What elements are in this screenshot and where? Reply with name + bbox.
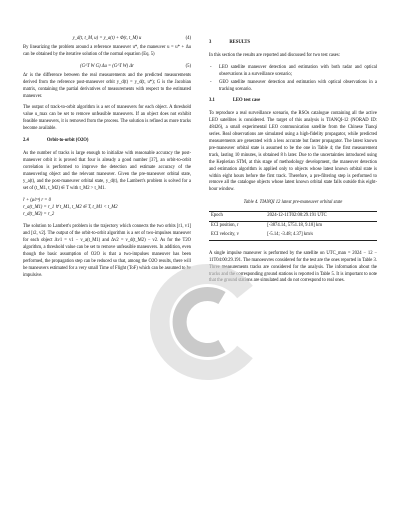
table-cell: ECI position, r: [209, 222, 265, 231]
paragraph-results-intro: In this section the results are reported and discussed for two test cases:: [209, 52, 340, 58]
list-item: - GEO satellite maneuver detection and estimation with optical observations in a tracking scenario.: [219, 80, 377, 94]
table-cell: 2024-12-11T02:00:29.191 UTC: [265, 212, 377, 222]
section-heading-results: [209, 40, 377, 47]
section-title: LEO test case: [232, 98, 261, 104]
paragraph-lambert-solution: The solution to Lambert's problem is the trajectory which connects the two orbits [r1, v1] and [r2, v2]. The output of the orbit-to-orbit algorithm is a set of two-impulses maneuver for each object Δv1 = v1 − v_a(t_M1) and Δv2 = v_d(t_M2) − v2. As for the T2O algorithm, a threshold value can be set to remove unfeasible maneuvers. In addition, even though the basic assumption of O2O is that a two-impulses maneuver has been performed, the propagation step can be reduced so that, among the O2O results, there will be maneuvers estimated for a very small Time of Flight (ToF) which can be assumed to be impulsive.: [23, 224, 191, 278]
section-number: 3: [209, 40, 212, 45]
paragraph-t2o-output: The output of track-to-orbit algorithm is a set of maneuvers for each object. A threshold value u_max can be set to remove unfeasible maneuvers. If an object does not exhibit feasible maneuvers, it is removed from the process. The solution is refined as more tracks become available.: [23, 105, 191, 132]
list-item: - LEO satellite maneuver detection and estimation with both radar and optical observations in a surveillance scenario;: [219, 65, 377, 79]
lambert-equation-2: r_a(t_M1) = r_1 ∀ t_M1, t_M2 ∈ T, t_M1 < t_M2: [23, 205, 118, 211]
equation-4-number: (4): [185, 36, 191, 41]
paragraph-maneuver-info: A single impulse maneuver is performed by the satellite on UTC_man = 2024 − 12 − 11T04:00:29.191. The manoeuvres considered for the test are the ones reported in Table 3. Three measurements tracks are considered for the analysis. The information about the tracks and the corresponding ground stations is reported in Table 5. It is important to note that the ground stations are simulated and do not correspond to real ones.: [209, 250, 377, 284]
equation-5-text: (G^T W G) Δu = (G^T W) Δr: [80, 63, 134, 69]
table-row: [209, 231, 377, 240]
left-column: [23, 36, 191, 285]
equation-5: [23, 64, 191, 73]
equation-4-text: y_d(t, t_M, u) = y_a(t) + Φ(t, t_M) u: [72, 36, 142, 41]
section-number: 2.4: [23, 138, 29, 144]
paragraph-leo-scenario: To reproduce a real surveillance scenario, the RSOs catalogue containing all the active LEO satellites is considered. The target of this analysis is TIANQI-12 (NORAD ID: 48426), a small experimental LEO communication satellite from the Chinese Tianqi series. Real observations are simulated using a high-fidelity propagator, while predicted measurements are generated with a less accurate but faster propagator. The latest known pre-maneuver orbital state is assumed to be the one in Table 4; the first measurement track, lasting 10 minutes, is obtained 8 h later. Due to the uncertainties introduced using the Keplerian STM, at this stage of methodology development, the maneuver detection and estimation algorithm is applied only to objects whose latest known orbital state is within eight hours before the first track. Therefore, a pre-filtering step is performed to remove all the catalogue objects whose latest known orbital state falls outside this eight-hour window.: [209, 111, 377, 193]
section-title: RESULTS: [229, 40, 251, 45]
paragraph-o2o-intro: As the number of tracks is large enough to initialize with reasonable accuracy the post-maneuver orbit it is proved that four is already a good number [37], an orbit-to-orbit correlation is performed to improve the detection and estimate accuracy of the maneuvering object and the relevant maneuver. Given the pre-maneuver orbital state, y_a(t), and the post-maneuver orbital state, y_d(t), the Lambert's problem is solved for a set of (t_M1, t_M2) ∈ T with t_M2 > t_M1.: [23, 150, 191, 191]
watermark-arc-dark: [180, 294, 222, 350]
table-cell: ECI velocity, v: [209, 231, 265, 240]
section-number: 3.1: [209, 98, 215, 104]
table-row: [209, 222, 377, 231]
subsection-heading-leo: [209, 98, 377, 105]
table-caption: Table 4. TIANQI 12 latest pre-maneuver orbital state: [243, 200, 343, 206]
right-column: [209, 36, 377, 290]
lambert-equation-1: r̈ + (μ/r³) r = 0: [23, 198, 51, 204]
section-title: Orbit-to-orbit (O2O): [46, 138, 89, 144]
equation-5-number: (5): [185, 63, 191, 69]
lambert-equation-3: r_d(t_M2) = r_2: [23, 212, 55, 218]
table-cell: [-3874.14, 5751.18, 9.18] km: [265, 222, 377, 231]
orbital-state-table: [209, 211, 377, 241]
paragraph-linearization: By linearizing the problem around a reference maneuver u*, the maneuver u = u* + Δu can be obtained by the iterative solution of the normal equation (Eq. 5): [23, 45, 191, 57]
lambert-system: [23, 197, 191, 218]
equation-4: [23, 36, 191, 45]
paragraph-delta-r: Δr is the difference between the real measurements and the predicted measurements derived from the reference post-maneuver orbit y_d(t) = y_d(t, u*); G is the Jacobian matrix, containing the partial derivatives of measurements with respect to the estimated maneuver.: [23, 72, 191, 99]
table-cell: [-5.14; -3.48; 4.37] km/s: [265, 231, 377, 240]
table-row: [209, 212, 377, 222]
table-cell: Epoch: [209, 212, 265, 222]
section-heading-o2o: [23, 138, 191, 145]
test-case-list: [209, 65, 377, 94]
